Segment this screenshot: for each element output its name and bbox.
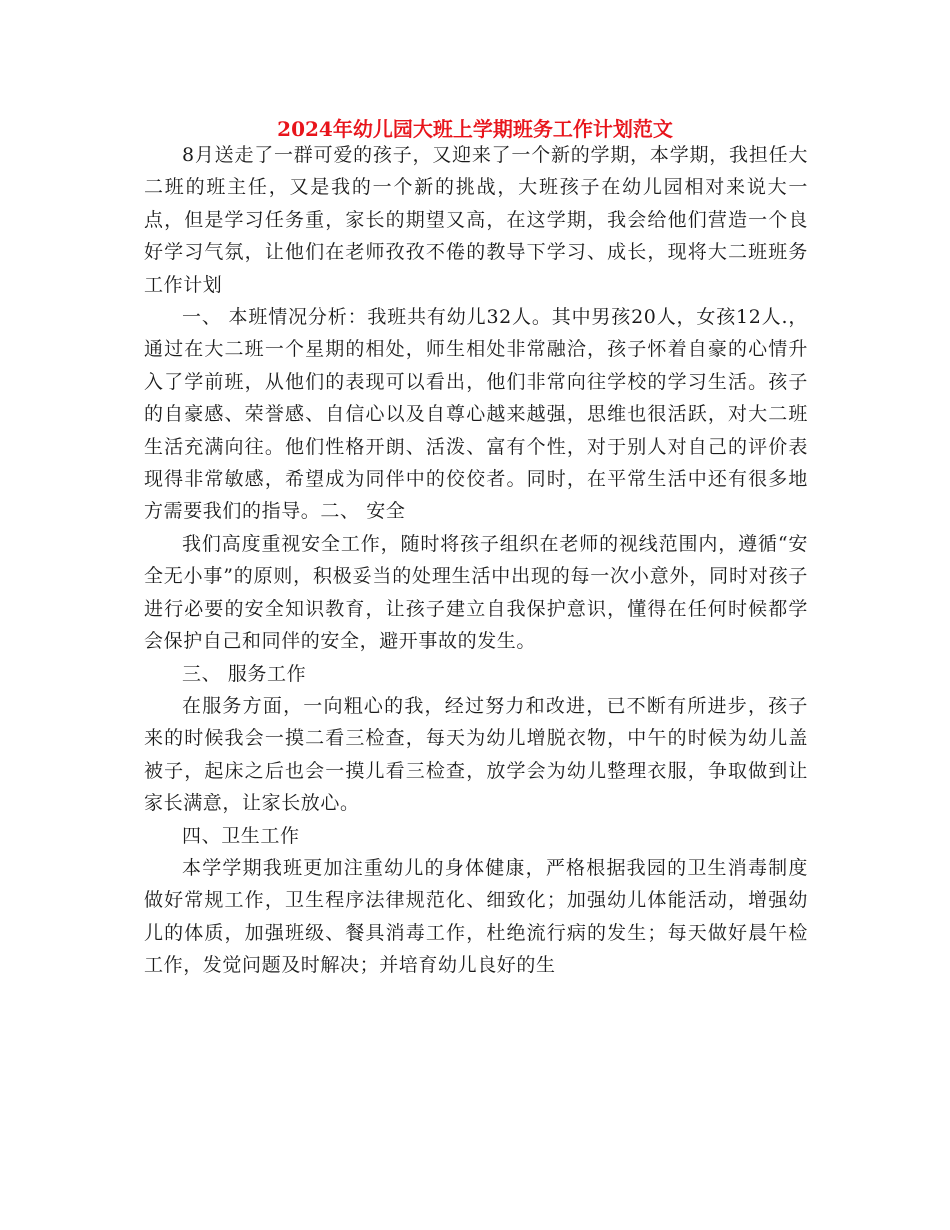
section-heading-service: 三、 服务工作: [182, 662, 307, 685]
document-body: [144, 139, 808, 982]
document-title: 2024年幼儿园大班上学期班务工作计划范文: [277, 117, 673, 141]
paragraph-class-analysis: 一、 本班情况分析：我班共有幼儿32人。其中男孩20人，女孩12人.，通过在大二班一个星期的相处，师生相处非常融洽，孩子怀着自豪的心情升入了学前班，从他们的表现可以看出，他们非常向往学校的学习生活。孩子的自豪感、荣誉感、自信心以及自尊心越来越强，思维也很活跃，对大二班生活充满向往。他们性格开朗、活泼、富有个性，对于别人对自己的评价表现得非常敏感，希望成为同伴中的佼佼者。同时，在平常生活中还有很多地方需要我们的指导。二、 安全: [144, 306, 808, 523]
paragraph-service: 在服务方面，一向粗心的我，经过努力和改进，已不断有所进步，孩子来的时候我会一摸二看三检查，每天为幼儿增脱衣物，中午的时候为幼儿盖被子，起床之后也会一摸儿看三检查，放学会为幼儿整理衣服，争取做到让家长满意，让家长放心。: [144, 694, 808, 815]
paragraph-hygiene: 本学学期我班更加注重幼儿的身体健康，严格根据我园的卫生消毒制度做好常规工作，卫生程序法律规范化、细致化；加强幼儿体能活动，增强幼儿的体质，加强班级、餐具消毒工作，杜绝流行病的发生；每天做好晨午检工作，发觉问题及时解决；并培育幼儿良好的生: [144, 856, 808, 977]
paragraph-intro: 8月送走了一群可爱的孩子，又迎来了一个新的学期，本学期，我担任大二班的班主任，又是我的一个新的挑战，大班孩子在幼儿园相对来说大一点，但是学习任务重，家长的期望又高，在这学期，我会给他们营造一个良好学习气氛，让他们在老师孜孜不倦的教导下学习、成长，现将大二班班务工作计划: [144, 144, 808, 296]
paragraph-safety: 我们高度重视安全工作，随时将孩子组织在老师的视线范围内，遵循“安全无小事”的原则，积极妥当的处理生活中出现的每一次小意外，同时对孩子进行必要的安全知识教育，让孩子建立自我保护意识，懂得在任何时候都学会保护自己和同伴的安全，避开事故的发生。: [144, 532, 808, 653]
section-heading-hygiene: 四、卫生工作: [182, 824, 300, 847]
